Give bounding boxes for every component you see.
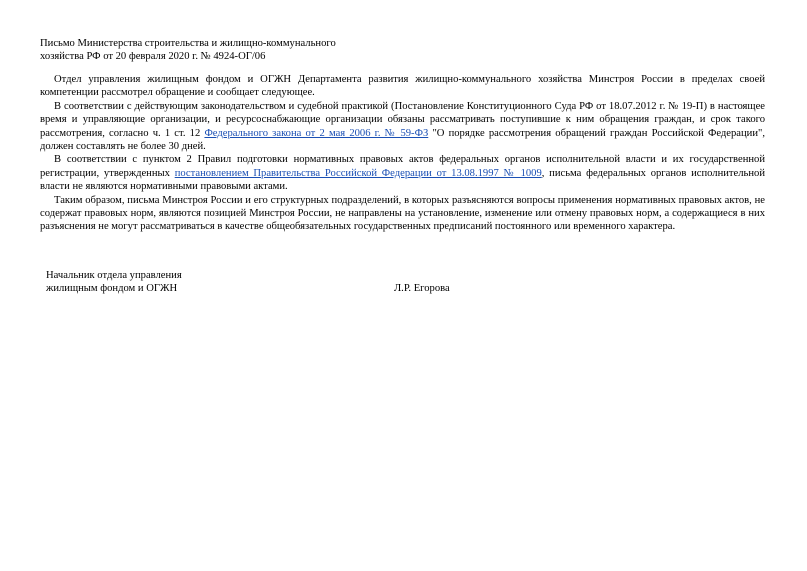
paragraph-2-text-start: В соответствии с действующим законодательством и судебной практикой (Постановление Конституционного Суда РФ от 18.07.2012 г. № 19-П) в настоящее время и управляющие организации, и ресурсоснабжающие организации обязаны рассматривать поступившие к ним обращения граждан, и срок такого рассмотрения, согласно ч. 1 ст. 12 — [40, 100, 765, 139]
signatory-position-line-2: жилищным фондом и ОГЖН — [46, 283, 178, 295]
paragraph-3-text-end: , письма федеральных органов исполнительной власти не являются нормативными правовыми актами. — [40, 167, 765, 193]
paragraph-1: Отдел управления жилищным фондом и ОГЖН Департамента развития жилищно-коммунального хозяйства Минстроя России в пределах своей компетенции рассмотрел обращение и сообщает следующее. — [40, 74, 765, 99]
signatory-name: Л.Р. Егорова — [394, 283, 450, 295]
paragraph-2-text-end: "О порядке рассмотрения обращений граждан Российской Федерации", должен составлять не более 30 дней. — [40, 127, 765, 153]
paragraph-4: Таким образом, письма Минстроя России и его структурных подразделений, в которых разъясняются вопросы применения нормативных правовых актов, не содержат правовых норм, являются позицией Минстроя России, не направлены на установление, изменение или отмену правовых норм, а содержащиеся в них разъяснения не могут рассматриваться в качестве общеобязательных государственных предписаний постоянного или временного характера. — [40, 194, 765, 233]
paragraph-3 — [40, 153, 765, 193]
document-title-line-2: хозяйства РФ от 20 февраля 2020 г. № 4924-ОГ/06 — [40, 51, 266, 63]
paragraph-2 — [40, 100, 765, 154]
government-decree-1009-link[interactable]: постановлением Правительства Российской Федерации от 13.08.1997 № 1009 — [174, 167, 542, 179]
paragraph-3-text-start: В соответствии с пунктом 2 Правил подготовки нормативных правовых актов федеральных органов исполнительной власти и их государственной регистрации, утвержденных — [40, 154, 765, 179]
document-body — [40, 73, 765, 234]
document-title — [40, 37, 460, 64]
document-title-line-1: Письмо Министерства строительства и жилищно-коммунального — [40, 38, 336, 49]
federal-law-59-fz-link[interactable]: Федерального закона от 2 мая 2006 г. № 59-ФЗ — [204, 127, 429, 139]
signatory-position — [46, 269, 296, 296]
signature-block — [46, 269, 546, 299]
signatory-position-line-1: Начальник отдела управления — [46, 270, 182, 281]
